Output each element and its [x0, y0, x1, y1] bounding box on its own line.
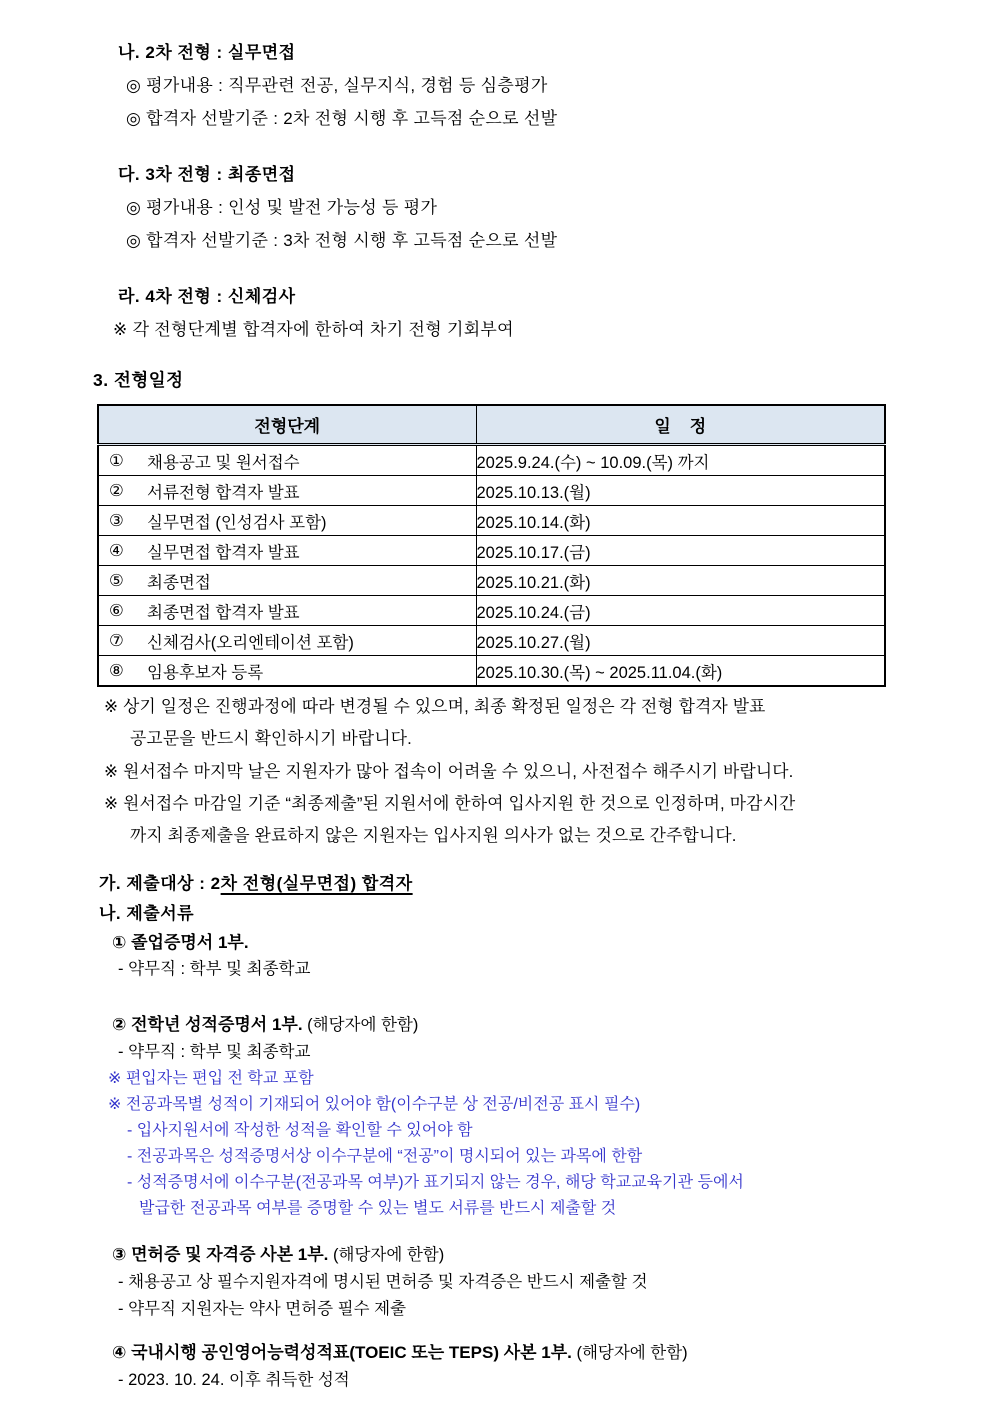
doc4-label-bold: ④ 국내시행 공인영어능력성적표(TOEIC 또는 TEPS) 사본 1부.: [112, 1343, 572, 1362]
doc2-blue-sub-1: - 입사지원서에 작성한 성적을 확인할 수 있어야 함: [127, 1122, 473, 1139]
row-stage: 실무면접 (인성검사 포함): [147, 513, 327, 532]
doc4-label: [99, 1339, 959, 1367]
doc2-blue-sub-3-cont: 발급한 전공과목 여부를 증명할 수 있는 별도 서류를 반드시 제출할 것: [139, 1200, 617, 1217]
doc3-label: [99, 1241, 959, 1269]
submission-target-heading: [99, 869, 959, 899]
schedule-note-1: ※ 상기 일정은 진행과정에 따라 변경될 수 있으며, 최종 확정된 일정은 각 전형 합격자 발표: [104, 697, 766, 716]
schedule-note-2: ※ 원서접수 마지막 날은 지원자가 많아 접속이 어려울 수 있으니, 사전접수 해주시기 바랍니다.: [104, 761, 794, 781]
schedule-title: 3. 전형일정: [93, 370, 184, 390]
row-stage: 신체검사(오리엔테이션 포함): [147, 633, 354, 652]
doc2-label-bold: ② 전학년 성적증명서 1부.: [112, 1015, 303, 1034]
doc1-label-bold: ① 졸업증명서 1부.: [112, 933, 249, 952]
doc2-blue-sub-2: - 전공과목은 성적증명서상 이수구분에 “전공”이 명시되어 있는 과목에 한함: [127, 1148, 643, 1165]
stage4-heading: 라. 4차 전형 : 신체검사: [118, 287, 296, 306]
row-date: 2025.10.14.(화): [476, 506, 885, 536]
doc4-sub: - 2023. 10. 24. 이후 취득한 성적: [118, 1371, 350, 1389]
schedule-notes: [104, 691, 904, 852]
table-row: [98, 445, 885, 476]
row-date: 2025.10.21.(화): [476, 566, 885, 596]
schedule-note-3-cont: 까지 최종제출을 완료하지 않은 지원자는 입사지원 의사가 없는 것으로 간주합니다.: [130, 826, 737, 846]
doc4-label-normal: (해당자에 한함): [571, 1344, 688, 1362]
submission-target-underlined: 차 전형(실무면접) 합격자: [220, 874, 413, 893]
row-date: 2025.9.24.(수) ~ 10.09.(목) 까지: [476, 445, 885, 476]
stage2-eval-item: ◎ 평가내용 : 직무관련 전공, 실무지식, 경험 등 심층평가: [126, 76, 548, 95]
stage4-note: ※ 각 전형단계별 합격자에 한하여 차기 전형 기회부여: [113, 320, 514, 339]
submission-target-prefix: 가. 제출대상 : 2: [99, 874, 221, 893]
table-row: [98, 596, 885, 626]
row-stage: 채용공고 및 원서접수: [147, 453, 300, 472]
section-submission: [99, 869, 959, 1394]
doc2-sub: - 약무직 : 학부 및 최종학교: [118, 1043, 311, 1061]
doc3-label-bold: ③ 면허증 및 자격증 사본 1부.: [112, 1245, 329, 1264]
doc2-label-normal: (해당자에 한함): [302, 1016, 419, 1034]
table-row: [98, 626, 885, 656]
row-date: 2025.10.24.(금): [476, 596, 885, 626]
doc2-blue-note-1: ※ 편입자는 편입 전 학교 포함: [108, 1070, 314, 1087]
header-date-column: 일 정: [476, 405, 885, 445]
doc3-sub-2: - 약무직 지원자는 약사 면허증 필수 제출: [118, 1300, 407, 1318]
doc1-sub: - 약무직 : 학부 및 최종학교: [118, 960, 311, 978]
stage3-eval-item: ◎ 평가내용 : 인성 및 발전 가능성 등 평가: [126, 198, 438, 217]
stage3-heading: 다. 3차 전형 : 최종면접: [118, 165, 296, 184]
doc1-label: [99, 929, 959, 956]
doc2-label: [99, 1011, 959, 1039]
row-stage: 실무면접 합격자 발표: [147, 543, 300, 562]
stage2-criteria-item: ◎ 합격자 선발기준 : 2차 전형 시행 후 고득점 순으로 선발: [126, 109, 558, 128]
row-date: 2025.10.30.(목) ~ 2025.11.04.(화): [476, 656, 885, 687]
schedule-table-header-row: [98, 405, 885, 445]
schedule-table: [97, 404, 886, 687]
stage2-heading: 나. 2차 전형 : 실무면접: [118, 43, 296, 62]
table-row: [98, 536, 885, 566]
row-number: ⑤: [109, 571, 124, 590]
row-number: ①: [109, 451, 124, 470]
row-date: 2025.10.27.(월): [476, 626, 885, 656]
section-stage2: [118, 36, 557, 135]
row-stage: 서류전형 합격자 발표: [147, 483, 300, 502]
row-stage: 임용후보자 등록: [147, 663, 264, 682]
doc2-blue-note-2: ※ 전공과목별 성적이 기재되어 있어야 함(이수구분 상 전공/비전공 표시 필수): [108, 1096, 641, 1113]
table-row: [98, 656, 885, 687]
row-date: 2025.10.17.(금): [476, 536, 885, 566]
row-number: ⑥: [109, 601, 124, 620]
row-number: ⑧: [109, 661, 124, 680]
section-stage4: [113, 280, 514, 346]
doc3-sub-1: - 채용공고 상 필수지원자격에 명시된 면허증 및 자격증은 반드시 제출할 것: [118, 1273, 648, 1291]
row-date: 2025.10.13.(월): [476, 476, 885, 506]
table-row: [98, 506, 885, 536]
stage3-criteria-item: ◎ 합격자 선발기준 : 3차 전형 시행 후 고득점 순으로 선발: [126, 231, 558, 250]
row-number: ②: [109, 481, 124, 500]
header-stage-column: 전형단계: [98, 405, 476, 445]
schedule-note-3: ※ 원서접수 마감일 기준 “최종제출”된 지원서에 한하여 입사지원 한 것으로 인정하며, 마감시간: [104, 793, 796, 813]
row-stage: 최종면접: [147, 573, 211, 592]
row-stage: 최종면접 합격자 발표: [147, 603, 300, 622]
row-number: ③: [109, 511, 124, 530]
section-stage3: [118, 158, 557, 257]
submission-documents-heading: 나. 제출서류: [99, 904, 195, 923]
doc3-label-normal: (해당자에 한함): [328, 1246, 445, 1264]
row-number: ④: [109, 541, 124, 560]
table-row: [98, 476, 885, 506]
doc2-blue-sub-3: - 성적증명서에 이수구분(전공과목 여부)가 표기되지 않는 경우, 해당 학교교육기관 등에서: [127, 1174, 744, 1191]
table-row: [98, 566, 885, 596]
row-number: ⑦: [109, 631, 124, 650]
schedule-note-1-cont: 공고문을 반드시 확인하시기 바랍니다.: [130, 729, 413, 749]
